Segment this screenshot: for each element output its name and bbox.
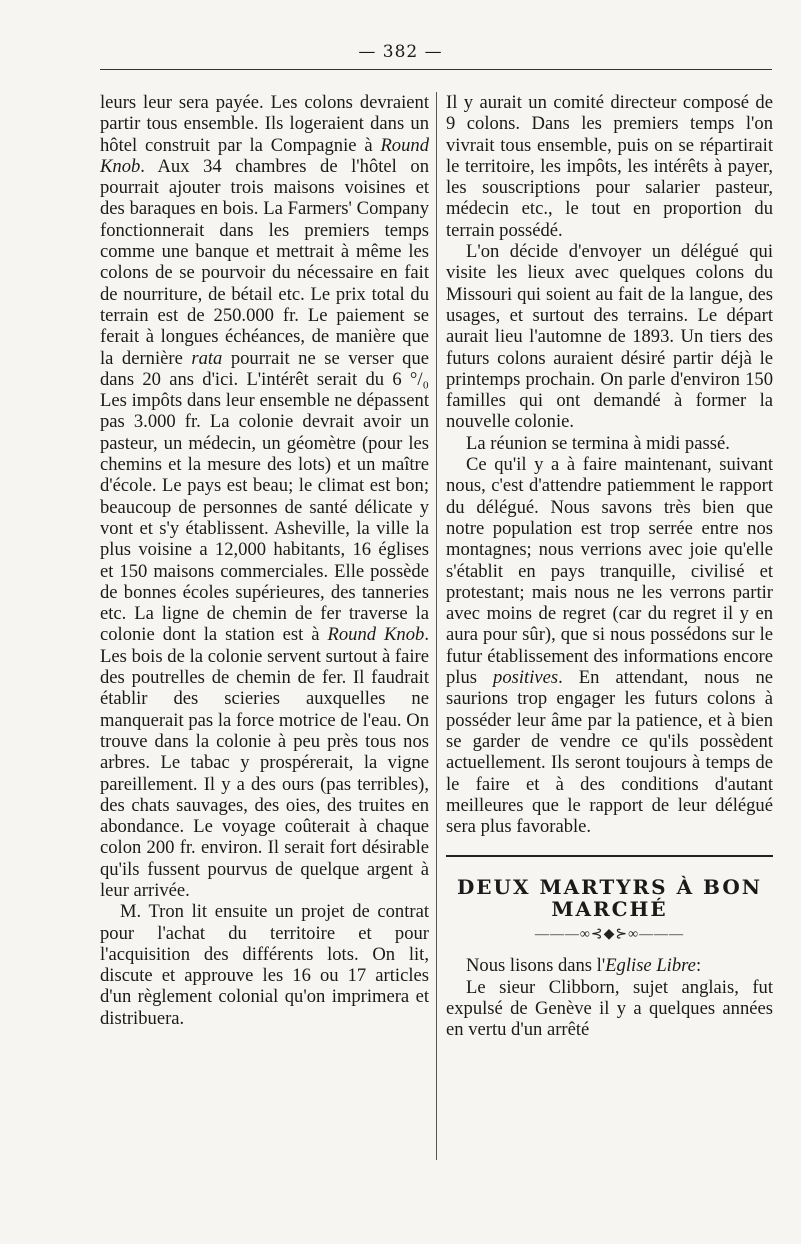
text-run: M. Tron lit ensuite un projet de contrat pour l'achat du territoire et pour l'acquisition des différents lots. On lit, discute et approuve les 16 ou 17 articles d'un règlement colonial qu'on imprimera et distribuera. xyxy=(100,901,429,1029)
section-separator-rule xyxy=(446,855,773,857)
text-run: : xyxy=(695,955,702,977)
paragraph xyxy=(446,454,773,837)
paragraph xyxy=(446,92,773,241)
header-rule xyxy=(100,69,772,70)
text-run: L'on décide d'envoyer un délégué qui visite les lieux avec quelques colons du Missouri qui soient au fait de la langue, des usages, et surtout des terrains. Le départ aurait lieu l'automne de 1893. Un tiers des futurs colons auraient désiré partir déjà le printemps prochain. On parle d'environ 150 familles qui ont demandé à former la nouvelle colonie. xyxy=(446,241,773,433)
italic-text: Round Knob xyxy=(327,624,425,646)
text-run: Ce qu'il y a à faire maintenant, suivant nous, c'est d'attendre patiemment le rapport du délégué. Nous savons très bien que notre population est trop serrée entre nos montagnes; nous verrions avec joie qu'elle s'établit en pays tranquille, civilisé et protestant; mais nous ne les verrons partir avec moins de regret (car du regret il y en aura pour sûr), que si nous possédons sur le futur établissement des informations encore plus xyxy=(446,454,773,689)
section-text xyxy=(446,955,773,1040)
italic-text: Eglise Libre xyxy=(605,955,696,977)
paragraph xyxy=(446,955,773,976)
italic-text: Round Knob xyxy=(100,134,429,177)
page-number: — 382 — xyxy=(358,42,443,62)
paragraph xyxy=(446,977,773,1041)
paragraph xyxy=(100,901,429,1029)
text-run: pourrait ne se verser que dans 20 ans d'ici. L'intérêt serait du 6 °/₀ Les impôts dans leur ensemble ne dépassent pas 3.000 fr. La colonie devrait avoir un pasteur, un médecin, un géomètre (pour les chemins et la mesure des lots) et un maître d'école. Le pays est beau; le climat est bon; beaucoup de personnes de santé délicate y vont et s'y établissent. Asheville, la ville la plus voisine a 12,000 habitants, 16 églises et 150 maisons commerciales. Elle possède de bonnes écoles supérieures, des tanneries etc. La ligne de chemin de fer traverse la colonie dont la station est à xyxy=(100,347,429,646)
text-run: Nous lisons dans l' xyxy=(466,955,606,977)
text-run: . Les bois de la colonie servent surtout à faire des poutrelles de chemin de fer. Il faudrait établir des scieries auxquelles ne manquerait pas la force motrice de l'eau. On trouve dans la colonie à peu près tous nos arbres. Le tabac y prospérerait, la vigne pareillement. Il y a des ours (pas terribles), des chats sauvages, des oies, des truites en abondance. Le voyage coûterait à chaque colon 200 fr. environ. Il serait fort désirable qu'ils fussent pourvus de quelque argent à leur arrivée. xyxy=(100,624,429,901)
paragraph xyxy=(446,241,773,433)
text-run: leurs leur sera payée. Les colons devraient partir tous ensemble. Ils logeraient dans un hôtel construit par la Compagnie à xyxy=(100,92,429,156)
text-run: Le sieur Clibborn, sujet anglais, fut expulsé de Genève il y a quelques années en vertu d'un arrêté xyxy=(446,976,773,1041)
section-title: DEUX MARTYRS À BON MARCHÉ xyxy=(456,875,763,921)
ornament-divider: ———∞⊰◆⊱∞——— xyxy=(534,926,685,942)
italic-text: rata xyxy=(191,347,223,369)
column-divider xyxy=(436,92,437,1160)
right-column xyxy=(446,92,773,1040)
text-run: . En attendant, nous ne saurions trop engager les futurs colons à posséder leur âme par la patience, et à bien se garder de vendre ce qu'ils possèdent actuellement. Ils seront toujours à temps de le faire et à des conditions d'autant meilleures que le rapport de leur délégué sera plus favorable. xyxy=(446,667,773,838)
paragraph xyxy=(446,433,773,454)
text-run: La réunion se termina à midi passé. xyxy=(466,432,730,454)
italic-text: positives xyxy=(493,667,559,689)
left-column xyxy=(100,92,429,1029)
right-column-text xyxy=(446,92,773,837)
paragraph xyxy=(100,92,429,901)
text-run: Il y aurait un comité directeur composé de 9 colons. Dans les premiers temps l'on vivrait tous ensemble, puis on se répartirait le territoire, les impôts, les intérêts à payer, les souscriptions pour salarier pasteur, médecin etc., le tout en proportion du terrain possédé. xyxy=(446,92,773,241)
text-run: . Aux 34 chambres de l'hôtel on pourrait ajouter trois maisons voisines et des baraques en bois. La Farmers' Company fonctionnerait dans les premiers temps comme une banque et mettrait à même les colons de se pourvoir du nécessaire en fait de nourriture, de bétail etc. Le prix total du terrain est de 250.000 fr. Le paiement se ferait à longues échéances, de manière que la dernière xyxy=(100,155,429,369)
